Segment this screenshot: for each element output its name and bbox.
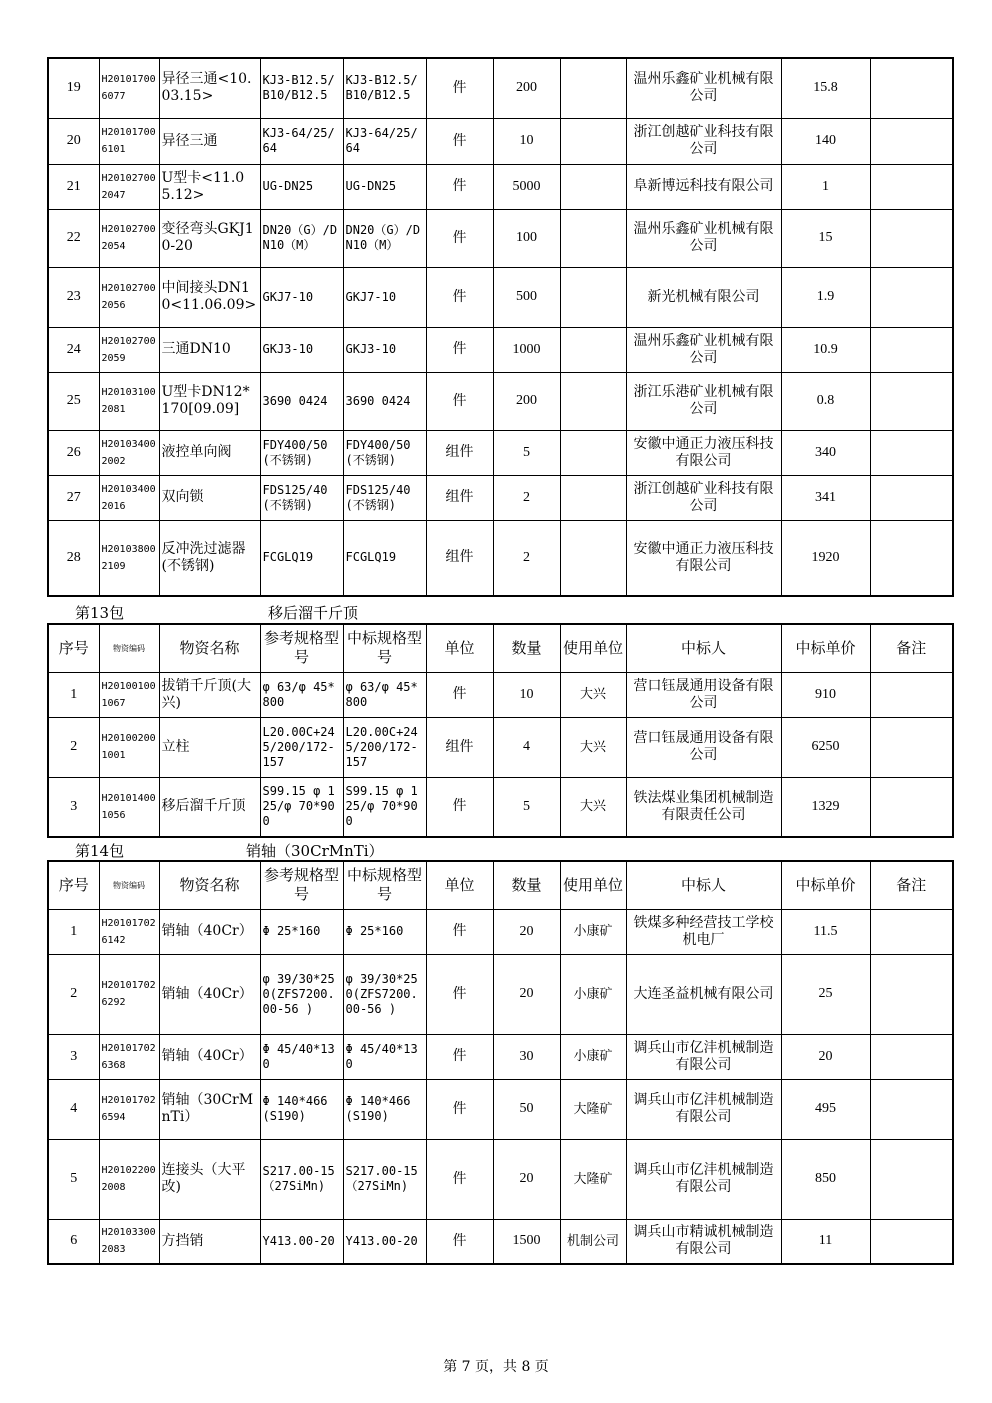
cell-price: 15 <box>781 209 870 267</box>
cell-user: 小康矿 <box>560 954 626 1034</box>
cell-ref: FDS125/40(不锈钢) <box>260 475 343 520</box>
cell-ref: KJ3-64/25/64 <box>260 118 343 164</box>
cell-winner: 调兵山市亿沣机械制造有限公司 <box>626 1139 781 1219</box>
cell-note <box>870 520 953 596</box>
cell-bid: KJ3-64/25/64 <box>343 118 426 164</box>
cell-no: 3 <box>48 1034 99 1079</box>
package-13-label: 第13包 <box>75 604 125 622</box>
cell-note <box>870 1079 953 1139</box>
cell-qty: 5 <box>493 430 560 475</box>
cell-ref: GKJ7-10 <box>260 267 343 327</box>
cell-bid: FCGLQ19 <box>343 520 426 596</box>
cell-name: 中间接头DN10<11.06.09> <box>159 267 260 327</box>
cell-note <box>870 1139 953 1219</box>
cell-no: 25 <box>48 372 99 430</box>
cell-unit: 组件 <box>426 475 493 520</box>
cell-unit: 件 <box>426 1219 493 1264</box>
cell-code: H201022002008 <box>99 1139 159 1219</box>
cell-note <box>870 372 953 430</box>
cell-note <box>870 58 953 118</box>
cell-note <box>870 1219 953 1264</box>
column-header: 数量 <box>493 861 560 909</box>
cell-name: 立柱 <box>159 717 260 777</box>
cell-qty: 200 <box>493 58 560 118</box>
cell-qty: 2 <box>493 475 560 520</box>
cell-note <box>870 1034 953 1079</box>
cell-unit: 件 <box>426 118 493 164</box>
cell-code: H201017026142 <box>99 909 159 954</box>
column-header: 物资名称 <box>159 861 260 909</box>
cell-note <box>870 954 953 1034</box>
cell-price: 0.8 <box>781 372 870 430</box>
cell-qty: 2 <box>493 520 560 596</box>
cell-no: 3 <box>48 777 99 837</box>
cell-name: 销轴（40Cr） <box>159 954 260 1034</box>
cell-winner: 营口钰晟通用设备有限公司 <box>626 672 781 717</box>
cell-ref: φ 63/φ 45*800 <box>260 672 343 717</box>
cell-code: H201014001056 <box>99 777 159 837</box>
column-header: 使用单位 <box>560 861 626 909</box>
cell-price: 910 <box>781 672 870 717</box>
cell-qty: 30 <box>493 1034 560 1079</box>
cell-winner: 调兵山市亿沣机械制造有限公司 <box>626 1034 781 1079</box>
cell-code: H201017006077 <box>99 58 159 118</box>
cell-ref: FDY400/50(不锈钢) <box>260 430 343 475</box>
cell-bid: FDS125/40(不锈钢) <box>343 475 426 520</box>
cell-user <box>560 475 626 520</box>
cell-user <box>560 430 626 475</box>
cell-code: H201001001067 <box>99 672 159 717</box>
cell-user <box>560 209 626 267</box>
cell-user: 机制公司 <box>560 1219 626 1264</box>
cell-no: 21 <box>48 164 99 209</box>
cell-user <box>560 520 626 596</box>
cell-unit: 件 <box>426 777 493 837</box>
package-14-label: 第14包 <box>75 842 125 860</box>
cell-note <box>870 164 953 209</box>
cell-code: H201017026292 <box>99 954 159 1034</box>
cell-user: 大兴 <box>560 777 626 837</box>
cell-qty: 1000 <box>493 327 560 372</box>
cell-ref: L20.00C+245/200/172-157 <box>260 717 343 777</box>
cell-bid: S217.00-15（27SiMn) <box>343 1139 426 1219</box>
table-row <box>48 717 953 777</box>
cell-no: 22 <box>48 209 99 267</box>
cell-unit: 件 <box>426 327 493 372</box>
cell-unit: 件 <box>426 1034 493 1079</box>
cell-qty: 4 <box>493 717 560 777</box>
cell-winner: 安徽中通正力液压科技有限公司 <box>626 520 781 596</box>
cell-ref: Φ 45/40*130 <box>260 1034 343 1079</box>
cell-qty: 200 <box>493 372 560 430</box>
cell-unit: 件 <box>426 267 493 327</box>
table-row <box>48 777 953 837</box>
page-footer: 第 7 页，共 8 页 <box>443 1359 549 1375</box>
cell-winner: 浙江创越矿业科技有限公司 <box>626 475 781 520</box>
cell-price: 341 <box>781 475 870 520</box>
table-row <box>48 1139 953 1219</box>
table-row <box>48 430 953 475</box>
cell-qty: 10 <box>493 118 560 164</box>
table-row <box>48 1219 953 1264</box>
cell-qty: 20 <box>493 954 560 1034</box>
cell-bid: KJ3-B12.5/B10/B12.5 <box>343 58 426 118</box>
cell-qty: 50 <box>493 1079 560 1139</box>
cell-price: 11.5 <box>781 909 870 954</box>
cell-no: 26 <box>48 430 99 475</box>
cell-ref: Φ 140*466(S190) <box>260 1079 343 1139</box>
cell-code: H201017026594 <box>99 1079 159 1139</box>
cell-ref: Y413.00-20 <box>260 1219 343 1264</box>
cell-price: 850 <box>781 1139 870 1219</box>
procurement-table-continued <box>47 57 954 597</box>
package-13-title: 移后溜千斤顶 <box>268 604 359 622</box>
cell-bid: S99.15 φ 125/φ 70*900 <box>343 777 426 837</box>
cell-ref: KJ3-B12.5/B10/B12.5 <box>260 58 343 118</box>
cell-code: H201033002083 <box>99 1219 159 1264</box>
cell-no: 1 <box>48 909 99 954</box>
cell-qty: 10 <box>493 672 560 717</box>
package-14-title: 销轴（30CrMnTi） <box>246 842 384 860</box>
column-header: 物资编码 <box>99 624 159 672</box>
cell-price: 1.9 <box>781 267 870 327</box>
cell-code: H201027002056 <box>99 267 159 327</box>
cell-bid: Φ 140*466(S190) <box>343 1079 426 1139</box>
package-13-table <box>47 623 954 838</box>
cell-user <box>560 267 626 327</box>
cell-ref: S99.15 φ 125/φ 70*900 <box>260 777 343 837</box>
cell-unit: 件 <box>426 672 493 717</box>
column-header: 备注 <box>870 861 953 909</box>
cell-no: 27 <box>48 475 99 520</box>
cell-bid: L20.00C+245/200/172-157 <box>343 717 426 777</box>
cell-no: 5 <box>48 1139 99 1219</box>
cell-no: 4 <box>48 1079 99 1139</box>
cell-name: 异径三通<10.03.15> <box>159 58 260 118</box>
cell-no: 2 <box>48 954 99 1034</box>
column-header: 数量 <box>493 624 560 672</box>
column-header: 物资编码 <box>99 861 159 909</box>
cell-no: 2 <box>48 717 99 777</box>
cell-note <box>870 209 953 267</box>
cell-qty: 5 <box>493 777 560 837</box>
cell-qty: 1500 <box>493 1219 560 1264</box>
cell-qty: 20 <box>493 1139 560 1219</box>
table-row <box>48 672 953 717</box>
cell-code: H201031002081 <box>99 372 159 430</box>
table-row <box>48 58 953 118</box>
table-row <box>48 209 953 267</box>
cell-qty: 100 <box>493 209 560 267</box>
cell-no: 28 <box>48 520 99 596</box>
cell-name: 双向锁 <box>159 475 260 520</box>
cell-price: 340 <box>781 430 870 475</box>
cell-no: 20 <box>48 118 99 164</box>
cell-bid: GKJ7-10 <box>343 267 426 327</box>
cell-bid: DN20（G）/DN10（M） <box>343 209 426 267</box>
cell-winner: 大连圣益机械有限公司 <box>626 954 781 1034</box>
cell-winner: 阜新博远科技有限公司 <box>626 164 781 209</box>
cell-winner: 安徽中通正力液压科技有限公司 <box>626 430 781 475</box>
table-row <box>48 1079 953 1139</box>
table-row <box>48 954 953 1034</box>
table-row <box>48 475 953 520</box>
cell-price: 25 <box>781 954 870 1034</box>
cell-ref: φ 39/30*250(ZFS7200.00-56 ) <box>260 954 343 1034</box>
cell-note <box>870 118 953 164</box>
column-header: 中标规格型号 <box>343 624 426 672</box>
cell-no: 23 <box>48 267 99 327</box>
cell-price: 20 <box>781 1034 870 1079</box>
column-header: 使用单位 <box>560 624 626 672</box>
cell-ref: DN20（G）/DN10（M） <box>260 209 343 267</box>
cell-note <box>870 777 953 837</box>
cell-user <box>560 118 626 164</box>
column-header: 物资名称 <box>159 624 260 672</box>
column-header: 中标人 <box>626 861 781 909</box>
cell-unit: 件 <box>426 164 493 209</box>
cell-no: 19 <box>48 58 99 118</box>
column-header: 单位 <box>426 624 493 672</box>
cell-name: 移后溜千斤顶 <box>159 777 260 837</box>
table-row <box>48 327 953 372</box>
cell-user: 大兴 <box>560 717 626 777</box>
cell-name: 连接头（大平改) <box>159 1139 260 1219</box>
cell-unit: 件 <box>426 1079 493 1139</box>
table-header-row <box>48 861 953 909</box>
cell-user <box>560 372 626 430</box>
column-header: 参考规格型号 <box>260 861 343 909</box>
cell-user <box>560 58 626 118</box>
cell-code: H201038002109 <box>99 520 159 596</box>
cell-note <box>870 672 953 717</box>
cell-unit: 组件 <box>426 717 493 777</box>
cell-winner: 浙江创越矿业科技有限公司 <box>626 118 781 164</box>
cell-user: 大隆矿 <box>560 1079 626 1139</box>
cell-winner: 温州乐鑫矿业机械有限公司 <box>626 209 781 267</box>
table-row <box>48 267 953 327</box>
table-row <box>48 909 953 954</box>
cell-price: 1 <box>781 164 870 209</box>
cell-note <box>870 475 953 520</box>
cell-price: 1920 <box>781 520 870 596</box>
cell-ref: GKJ3-10 <box>260 327 343 372</box>
column-header: 中标单价 <box>781 624 870 672</box>
cell-name: 反冲洗过滤器(不锈钢) <box>159 520 260 596</box>
column-header: 参考规格型号 <box>260 624 343 672</box>
cell-note <box>870 327 953 372</box>
cell-unit: 件 <box>426 954 493 1034</box>
cell-price: 140 <box>781 118 870 164</box>
cell-code: H201027002047 <box>99 164 159 209</box>
cell-bid: GKJ3-10 <box>343 327 426 372</box>
cell-unit: 件 <box>426 1139 493 1219</box>
cell-price: 495 <box>781 1079 870 1139</box>
cell-bid: FDY400/50(不锈钢) <box>343 430 426 475</box>
cell-name: 异径三通 <box>159 118 260 164</box>
cell-price: 15.8 <box>781 58 870 118</box>
cell-code: H201027002059 <box>99 327 159 372</box>
table-row <box>48 372 953 430</box>
cell-bid: Φ 45/40*130 <box>343 1034 426 1079</box>
cell-code: H201034002016 <box>99 475 159 520</box>
cell-winner: 调兵山市亿沣机械制造有限公司 <box>626 1079 781 1139</box>
cell-code: H201002001001 <box>99 717 159 777</box>
cell-price: 6250 <box>781 717 870 777</box>
cell-name: 销轴（40Cr） <box>159 909 260 954</box>
cell-note <box>870 430 953 475</box>
cell-qty: 5000 <box>493 164 560 209</box>
cell-note <box>870 267 953 327</box>
cell-bid: UG-DN25 <box>343 164 426 209</box>
cell-bid: 3690 0424 <box>343 372 426 430</box>
column-header: 序号 <box>48 861 99 909</box>
cell-ref: UG-DN25 <box>260 164 343 209</box>
column-header: 单位 <box>426 861 493 909</box>
cell-bid: Φ 25*160 <box>343 909 426 954</box>
cell-code: H201027002054 <box>99 209 159 267</box>
cell-user: 小康矿 <box>560 1034 626 1079</box>
cell-bid: φ 63/φ 45*800 <box>343 672 426 717</box>
cell-code: H201017026368 <box>99 1034 159 1079</box>
cell-bid: φ 39/30*250(ZFS7200.00-56 ) <box>343 954 426 1034</box>
column-header: 备注 <box>870 624 953 672</box>
cell-unit: 件 <box>426 209 493 267</box>
cell-winner: 温州乐鑫矿业机械有限公司 <box>626 58 781 118</box>
cell-no: 1 <box>48 672 99 717</box>
cell-name: 变径弯头GKJ10-20 <box>159 209 260 267</box>
cell-winner: 调兵山市精诚机械制造有限公司 <box>626 1219 781 1264</box>
cell-name: 液控单向阀 <box>159 430 260 475</box>
cell-name: 拔销千斤顶(大兴) <box>159 672 260 717</box>
cell-winner: 营口钰晟通用设备有限公司 <box>626 717 781 777</box>
cell-user <box>560 164 626 209</box>
cell-name: U型卡DN12*170[09.09] <box>159 372 260 430</box>
cell-unit: 件 <box>426 372 493 430</box>
cell-winner: 铁煤多种经营技工学校机电厂 <box>626 909 781 954</box>
column-header: 中标单价 <box>781 861 870 909</box>
cell-no: 24 <box>48 327 99 372</box>
cell-code: H201017006101 <box>99 118 159 164</box>
table-row <box>48 118 953 164</box>
table-row <box>48 164 953 209</box>
cell-unit: 组件 <box>426 520 493 596</box>
cell-name: 销轴（40Cr） <box>159 1034 260 1079</box>
cell-unit: 件 <box>426 58 493 118</box>
cell-note <box>870 717 953 777</box>
cell-unit: 组件 <box>426 430 493 475</box>
cell-name: 方挡销 <box>159 1219 260 1264</box>
column-header: 中标人 <box>626 624 781 672</box>
package-14-table <box>47 860 954 1265</box>
cell-price: 11 <box>781 1219 870 1264</box>
cell-price: 10.9 <box>781 327 870 372</box>
cell-bid: Y413.00-20 <box>343 1219 426 1264</box>
cell-qty: 20 <box>493 909 560 954</box>
column-header: 序号 <box>48 624 99 672</box>
table-header-row <box>48 624 953 672</box>
cell-code: H201034002002 <box>99 430 159 475</box>
cell-ref: 3690 0424 <box>260 372 343 430</box>
cell-ref: S217.00-15（27SiMn) <box>260 1139 343 1219</box>
cell-name: U型卡<11.05.12> <box>159 164 260 209</box>
column-header: 中标规格型号 <box>343 861 426 909</box>
cell-note <box>870 909 953 954</box>
table-row <box>48 520 953 596</box>
cell-winner: 温州乐鑫矿业机械有限公司 <box>626 327 781 372</box>
cell-ref: Φ 25*160 <box>260 909 343 954</box>
cell-winner: 浙江乐港矿业机械有限公司 <box>626 372 781 430</box>
cell-user <box>560 327 626 372</box>
cell-user: 大兴 <box>560 672 626 717</box>
cell-name: 销轴（30CrMnTi） <box>159 1079 260 1139</box>
cell-name: 三通DN10 <box>159 327 260 372</box>
cell-unit: 件 <box>426 909 493 954</box>
cell-user: 大隆矿 <box>560 1139 626 1219</box>
cell-qty: 500 <box>493 267 560 327</box>
cell-price: 1329 <box>781 777 870 837</box>
cell-no: 6 <box>48 1219 99 1264</box>
cell-user: 小康矿 <box>560 909 626 954</box>
cell-ref: FCGLQ19 <box>260 520 343 596</box>
cell-winner: 铁法煤业集团机械制造有限责任公司 <box>626 777 781 837</box>
table-row <box>48 1034 953 1079</box>
cell-winner: 新光机械有限公司 <box>626 267 781 327</box>
